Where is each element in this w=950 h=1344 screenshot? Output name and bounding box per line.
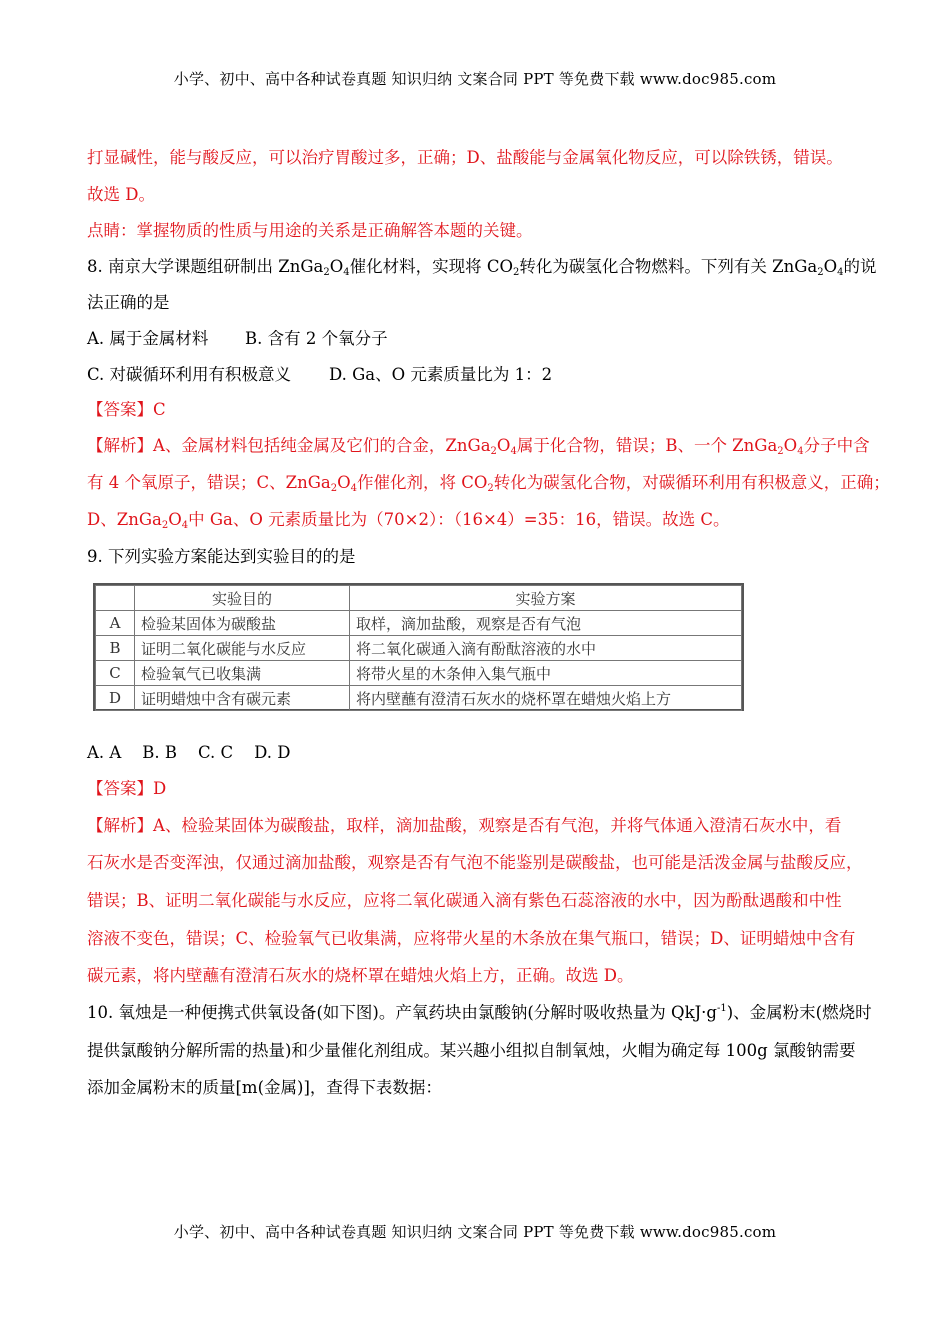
table-row [96,661,742,686]
table-cell: B [96,636,135,661]
table-header-cell [96,586,135,611]
q8-explanation-line2: 有 4 个氧原子，错误；C、$ZnGa_2O_4$作催化剂，将 $CO_2$转化为碳氢化合物，对碳循环利用有积极意义，正确； [87,473,890,494]
q8-option-c: C. 对碳循环利用有积极意义 [87,365,292,384]
q9-explanation-line2: 石灰水是否变浑浊，仅通过滴加盐酸，观察是否有气泡不能鉴别是碳酸盐，也可能是活泼金属与盐酸反应， [87,853,863,872]
table-row [96,636,742,661]
q10-stem-line1: 10. 氧烛是一种便携式供氧设备(如下图)。产氧药块由氯酸钠(分解时吸收热量为 $QkJ\cdot g^{-1}$)、金属粉末(燃烧时 [87,1003,872,1022]
prev-explanation-line2: 故选 D。 [87,185,155,204]
table-cell: 取样，滴加盐酸，观察是否有气泡 [350,611,742,636]
q8-options-ab [87,328,877,350]
q9-explanation-line1: 【解析】A、检验某固体为碳酸盐，取样，滴加盐酸，观察是否有气泡，并将气体通入澄清石灰水中，看 [87,816,842,835]
q8-option-d: D. Ga、O 元素质量比为 1：2 [329,365,553,384]
table-cell: 将带火星的木条伸入集气瓶中 [350,661,742,686]
q9-explanation-line3: 错误；B、证明二氧化碳能与水反应，应将二氧化碳通入滴有紫色石蕊溶液的水中，因为酚酞遇酸和中性 [87,891,842,910]
q8-explanation-line1: 【解析】A、金属材料包括纯金属及它们的合金，$ZnGa_2O_4$属于化合物，错误；B、一个 $ZnGa_2O_4$分子中含 [87,436,870,457]
q10-stem-line2: 提供氯酸钠分解所需的热量)和少量催化剂组成。某兴趣小组拟自制氧烛，火帽为确定每 100g 氯酸钠需要 [87,1041,856,1060]
table-cell: 将二氧化碳通入滴有酚酞溶液的水中 [350,636,742,661]
q8-stem-line2: 法正确的是 [87,293,170,312]
table-cell: 检验某固体为碳酸盐 [135,611,350,636]
table-cell: 将内壁蘸有澄清石灰水的烧杯罩在蜡烛火焰上方 [350,686,742,711]
table-header-cell: 实验目的 [135,586,350,611]
table-cell: 检验氧气已收集满 [135,661,350,686]
page-header: 小学、初中、高中各种试卷真题 知识归纳 文案合同 PPT 等免费下载 www.doc985.com [173,70,777,88]
table-row [96,611,742,636]
table-cell: 证明蜡烛中含有碳元素 [135,686,350,711]
table-cell: 证明二氧化碳能与水反应 [135,636,350,661]
prev-explanation-line1: 打显碱性，能与酸反应，可以治疗胃酸过多，正确；D、盐酸能与金属氧化物反应，可以除铁锈，错误。 [87,148,843,167]
table-header-row [96,586,742,611]
q8-option-b: B. 含有 2 个氧分子 [245,329,388,348]
table-row [96,686,742,711]
q9-stem: 9. 下列实验方案能达到实验目的的是 [87,547,356,566]
q9-answer: 【答案】D [87,779,167,798]
q8-answer: 【答案】C [87,400,166,419]
q8-stem: 8. 南京大学课题组研制出 $ZnGa_2O_4$催化材料，实现将 $CO_2$转化为碳氢化合物燃料。下列有关 $ZnGa_2O_4$的说 [87,257,877,278]
q9-explanation-line4: 溶液不变色，错误；C、检验氧气已收集满，应将带火星的木条放在集气瓶口，错误；D、证明蜡烛中含有 [87,929,856,948]
q9-options: A. A B. B C. C D. D [87,743,291,762]
q8-option-a: A. 属于金属材料 [87,329,209,348]
table-header-cell: 实验方案 [350,586,742,611]
q10-stem-line3: 添加金属粉末的质量[m(金属)]，查得下表数据： [87,1078,442,1097]
page-footer: 小学、初中、高中各种试卷真题 知识归纳 文案合同 PPT 等免费下载 www.doc985.com [173,1223,777,1241]
table-cell: A [96,611,135,636]
table-cell: D [96,686,135,711]
prev-tip: 点睛：掌握物质的性质与用途的关系是正确解答本题的关键。 [87,221,533,240]
q8-explanation-line3: D、$ZnGa_2O_4$中 Ga、O 元素质量比为（70×2）：（16×4）=35：16，错误。故选 C。 [87,510,730,531]
q9-explanation-line5: 碳元素，将内壁蘸有澄清石灰水的烧杯罩在蜡烛火焰上方，正确。故选 D。 [87,966,634,985]
table-cell: C [96,661,135,686]
experiment-table [93,583,744,711]
q8-options-cd [87,364,877,386]
